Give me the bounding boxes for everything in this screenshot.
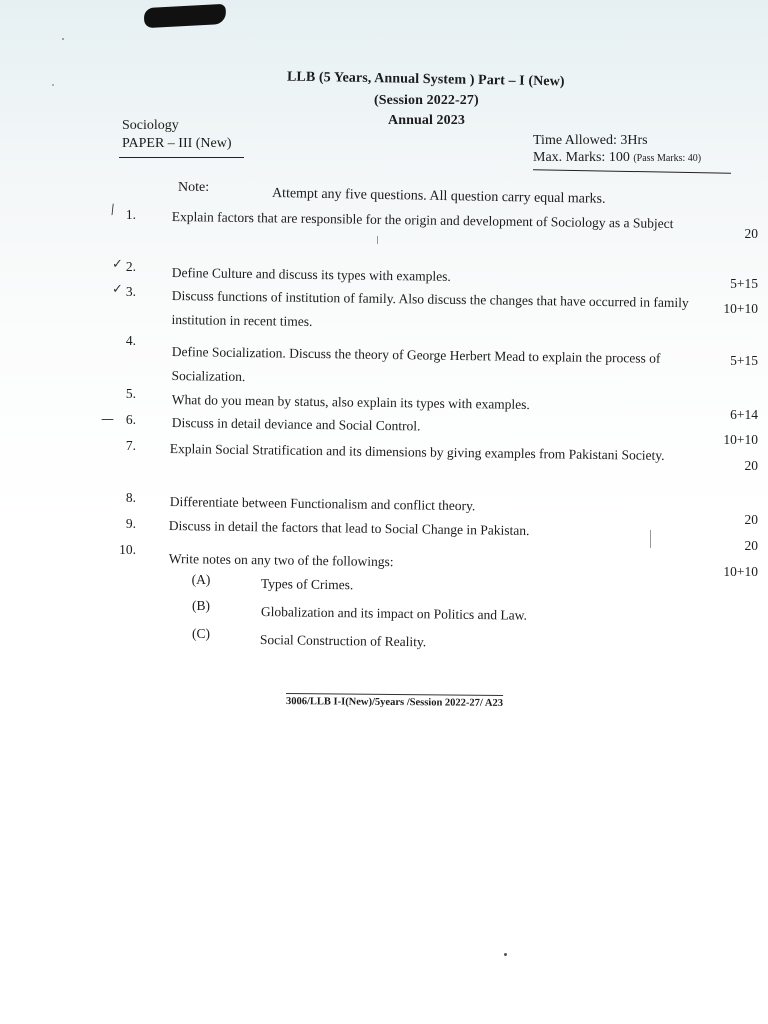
- question-marks: 10+10: [723, 301, 758, 316]
- question-text: Discuss in detail deviance and Social Control.: [171, 414, 421, 434]
- question-text: Explain Social Stratification and its dimensions by giving examples from Pakistani Society.: [169, 440, 665, 463]
- sub-item-text: Types of Crimes.: [260, 576, 354, 593]
- question-text: What do you mean by status, also explain its types with examples.: [171, 391, 530, 412]
- question-marks: 10+10: [723, 432, 758, 447]
- scan-artifact-line: [377, 236, 378, 244]
- scan-artifact-line: [650, 530, 651, 548]
- question-number: 2.: [125, 259, 136, 274]
- question-marks: 20: [744, 458, 758, 473]
- scan-speck: [62, 38, 64, 40]
- question-text: Define Culture and discuss its types with examples.: [171, 264, 451, 284]
- question-marks: 20: [744, 226, 758, 241]
- max-marks: Max. Marks: 100: [533, 150, 630, 165]
- question-text: Explain factors that are responsible for the origin and development of Sociology as a Subject: [171, 208, 674, 232]
- handwritten-tick-mark: ⁄: [108, 203, 118, 218]
- sub-item-label: (B): [192, 598, 210, 613]
- question-number: 9.: [125, 516, 136, 531]
- question-marks: 5+15: [730, 276, 758, 291]
- question-marks: 20: [744, 538, 758, 553]
- sub-item-label: (A): [191, 572, 211, 587]
- paper-label: PAPER – III (New): [122, 136, 232, 151]
- question-text: Define Socialization. Discuss the theory of George Herbert Mead to explain the process of Socialization.: [171, 343, 661, 385]
- time-allowed: Time Allowed: 3Hrs: [533, 133, 648, 148]
- handwritten-dash-mark: —: [101, 412, 114, 427]
- scan-speck: [52, 84, 54, 86]
- redaction-mark: [144, 4, 227, 28]
- question-number: 7.: [125, 438, 136, 453]
- divider-left: [119, 157, 244, 158]
- subject-label: Sociology: [122, 118, 179, 133]
- question-text: Write notes on any two of the followings:: [168, 550, 394, 570]
- question-number: 6.: [125, 412, 136, 427]
- paper-code-footer: 3006/LLB I-I(New)/5years /Session 2022-27/ A23: [286, 693, 503, 709]
- question-marks: 20: [744, 512, 758, 527]
- question-number: 3.: [125, 284, 136, 299]
- question-text: Discuss functions of institution of family. Also discuss the changes that have occurred in family institution in recent times.: [171, 287, 689, 329]
- scan-speck: [504, 953, 507, 956]
- question-number: 1.: [125, 207, 136, 222]
- annual-label: Annual 2023: [388, 113, 465, 128]
- exam-title: LLB (5 Years, Annual System ) Part – I (New): [286, 69, 565, 90]
- pass-marks: (Pass Marks: 40): [633, 153, 702, 164]
- question-number: 4.: [125, 333, 136, 348]
- question-number: 8.: [125, 490, 136, 505]
- question-text: Discuss in detail the factors that lead to Social Change in Pakistan.: [168, 517, 530, 539]
- note-label: Note:: [178, 180, 210, 195]
- sub-item-label: (C): [192, 626, 210, 641]
- divider-right: [533, 169, 731, 173]
- question-marks: 6+14: [730, 407, 758, 422]
- question-text: Differentiate between Functionalism and conflict theory.: [169, 493, 476, 514]
- note-text: Attempt any five questions. All question carry equal marks.: [271, 186, 606, 207]
- max-marks-line: [533, 150, 701, 166]
- question-marks: 10+10: [723, 564, 758, 579]
- handwritten-check-mark: ✓: [112, 282, 123, 297]
- handwritten-check-mark: ✓: [112, 257, 123, 272]
- question-marks: 5+15: [730, 353, 758, 368]
- sub-item-text: Globalization and its impact on Politics and Law.: [260, 604, 528, 623]
- question-number: 5.: [125, 386, 136, 401]
- session-label: (Session 2022-27): [374, 93, 479, 108]
- sub-item-text: Social Construction of Reality.: [259, 632, 427, 650]
- question-number: 10.: [119, 542, 136, 557]
